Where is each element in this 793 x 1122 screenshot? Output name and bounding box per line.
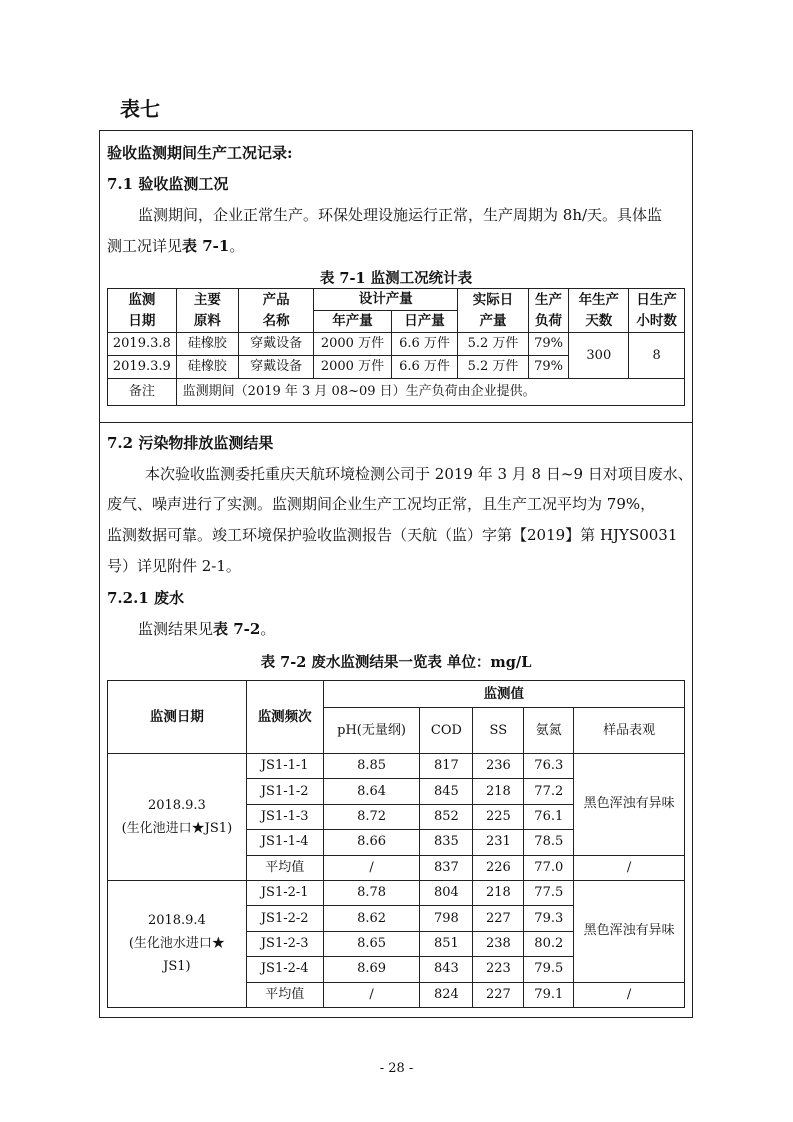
cell-nh3: 79.5 (524, 957, 574, 982)
th-cod: COD (420, 708, 473, 754)
table-row (108, 754, 685, 779)
th-annual: 年产量 (314, 311, 392, 333)
section-72-para-line2: 废气、噪声进行了实测。监测期间企业生产工况均正常，且生产工况平均为 79%， (107, 495, 656, 513)
cell-ph: 8.85 (323, 754, 420, 779)
section-721-para (138, 619, 275, 639)
cell-cod: 845 (420, 779, 473, 804)
cell-group-date: 2018.9.4 (生化池水进口★ JS1) (108, 880, 247, 1007)
th-ph: pH(无量纲) (323, 708, 420, 754)
cell-sample-id: JS1-1-3 (246, 804, 323, 829)
th-monitor-values: 监测值 (323, 681, 684, 708)
th-product: 产品 名称 (239, 289, 314, 333)
cell-sample-id: JS1-1-1 (246, 754, 323, 779)
section-721-para-text: 监测结果见 (138, 620, 214, 638)
section-721-heading: 7.2.1 废水 (107, 589, 184, 607)
cell-ph: 8.64 (323, 779, 420, 804)
section-71-para-end: 。 (229, 237, 245, 255)
cell-avg-appearance: / (574, 855, 685, 880)
cell-ss: 238 (473, 931, 524, 956)
cell-ph: 8.66 (323, 830, 420, 855)
section-72-heading: 7.2 污染物排放监测结果 (107, 434, 274, 452)
cell-cod: 843 (420, 957, 473, 982)
cell-cod: 851 (420, 931, 473, 956)
th-nh3: 氨氮 (524, 708, 574, 754)
table-ref-7-1: 表 7-1 (182, 237, 230, 255)
section-72-para-line3: 监测数据可靠。竣工环境保护验收监测报告（天航（监）字第【2019】第 HJYS0031 (107, 526, 678, 544)
cell-nh3: 77.2 (524, 779, 574, 804)
cell-avg-ss: 227 (473, 982, 524, 1007)
section-71-para-text: 测工况详见 (107, 237, 183, 255)
cell-avg-appearance: / (574, 982, 685, 1007)
cell-avg-cod: 824 (420, 982, 473, 1007)
section-72-para-line1: 本次验收监测委托重庆天航环境检测公司于 2019 年 3 月 8 日~9 日对项目废水、 (145, 465, 693, 483)
cell-ph: 8.69 (323, 957, 420, 982)
cell-appearance: 黑色浑浊有异味 (574, 754, 685, 856)
cell-cod: 852 (420, 804, 473, 829)
th-monitor-freq: 监测频次 (246, 681, 323, 754)
cell-remark-text: 监测期间（2019 年 3 月 08~09 日）生产负荷由企业提供。 (176, 379, 684, 406)
cell-ph: 8.65 (323, 931, 420, 956)
table-ref-7-2: 表 7-2 (213, 620, 261, 638)
cell-sample-id: JS1-2-1 (246, 880, 323, 905)
cell-sample-id: JS1-1-2 (246, 779, 323, 804)
cell-avg-ph: / (323, 982, 420, 1007)
page-number: - 28 - (379, 1061, 414, 1076)
section-72-para-line4: 号）详见附件 2-1。 (107, 557, 241, 575)
cell-cod: 804 (420, 880, 473, 905)
cell-avg-label: 平均值 (246, 982, 323, 1007)
table-row-remark (108, 379, 685, 406)
cell-ss: 225 (473, 804, 524, 829)
cell-load: 79% (528, 356, 569, 379)
table1 (107, 288, 685, 406)
cell-nh3: 76.3 (524, 754, 574, 779)
cell-hours: 8 (629, 333, 685, 379)
cell-product: 穿戴设备 (239, 333, 314, 356)
cell-days: 300 (569, 333, 629, 379)
cell-sample-id: JS1-2-3 (246, 931, 323, 956)
cell-avg-label: 平均值 (246, 855, 323, 880)
table2-caption: 表 7-2 废水监测结果一览表 单位：mg/L (260, 654, 532, 671)
cell-cod: 835 (420, 830, 473, 855)
cell-nh3: 78.5 (524, 830, 574, 855)
section-71-heading: 7.1 验收监测工况 (107, 175, 229, 193)
cell-ss: 227 (473, 906, 524, 931)
cell-cod: 817 (420, 754, 473, 779)
cell-ss: 218 (473, 779, 524, 804)
cell-daily: 6.6 万件 (391, 333, 458, 356)
th-hours: 日生产 小时数 (629, 289, 685, 333)
cell-remark-label: 备注 (108, 379, 177, 406)
table-row (108, 880, 685, 905)
cell-ss: 218 (473, 880, 524, 905)
cell-date: 2019.3.8 (108, 333, 177, 356)
th-design-output: 设计产量 (314, 289, 458, 311)
th-ss: SS (473, 708, 524, 754)
cell-ss: 223 (473, 957, 524, 982)
cell-daily: 6.6 万件 (391, 356, 458, 379)
cell-nh3: 77.5 (524, 880, 574, 905)
th-daily: 日产量 (391, 311, 458, 333)
th-actual-output: 实际日 产量 (458, 289, 528, 333)
cell-ph: 8.62 (323, 906, 420, 931)
cell-sample-id: JS1-1-4 (246, 830, 323, 855)
cell-avg-nh3: 79.1 (524, 982, 574, 1007)
cell-sample-id: JS1-2-4 (246, 957, 323, 982)
cell-cod: 798 (420, 906, 473, 931)
cell-actual: 5.2 万件 (458, 356, 528, 379)
cell-load: 79% (528, 333, 569, 356)
section-71-para-line1: 监测期间，企业正常生产。环保处理设施运行正常，生产周期为 8h/天。具体监 (138, 206, 663, 224)
cell-nh3: 80.2 (524, 931, 574, 956)
page-title: 表七 (120, 97, 160, 121)
cell-sample-id: JS1-2-2 (246, 906, 323, 931)
cell-nh3: 79.3 (524, 906, 574, 931)
th-monitor-date: 监测日期 (108, 681, 247, 754)
record-title: 验收监测期间生产工况记录: (107, 144, 293, 162)
cell-appearance: 黑色浑浊有异味 (574, 880, 685, 982)
cell-group-date: 2018.9.3 (生化池进口★JS1) (108, 754, 247, 881)
th-material: 主要 原料 (176, 289, 238, 333)
cell-ph: 8.72 (323, 804, 420, 829)
table-row (108, 333, 685, 356)
cell-material: 硅橡胶 (176, 356, 238, 379)
section-71-para-line2 (107, 236, 244, 256)
cell-annual: 2000 万件 (314, 333, 392, 356)
cell-date: 2019.3.9 (108, 356, 177, 379)
th-date: 监测 日期 (108, 289, 177, 333)
cell-ss: 236 (473, 754, 524, 779)
table1-caption: 表 7-1 监测工况统计表 (319, 270, 473, 287)
cell-avg-cod: 837 (420, 855, 473, 880)
th-days: 年生产 天数 (569, 289, 629, 333)
cell-product: 穿戴设备 (239, 356, 314, 379)
cell-annual: 2000 万件 (314, 356, 392, 379)
section-divider (99, 422, 693, 423)
cell-ph: 8.78 (323, 880, 420, 905)
table2 (107, 680, 685, 1008)
cell-avg-ss: 226 (473, 855, 524, 880)
th-load: 生产 负荷 (528, 289, 569, 333)
section-721-para-end: 。 (260, 620, 276, 638)
th-appearance: 样品表观 (574, 708, 685, 754)
cell-material: 硅橡胶 (176, 333, 238, 356)
cell-avg-ph: / (323, 855, 420, 880)
cell-avg-nh3: 77.0 (524, 855, 574, 880)
cell-nh3: 76.1 (524, 804, 574, 829)
cell-actual: 5.2 万件 (458, 333, 528, 356)
cell-ss: 231 (473, 830, 524, 855)
